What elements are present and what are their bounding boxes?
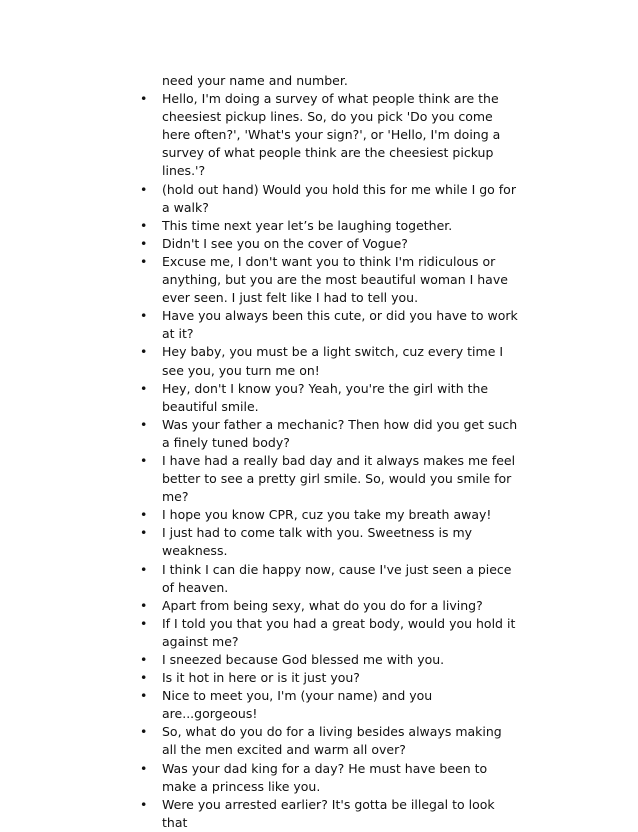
list-item bbox=[140, 561, 520, 597]
bullet-icon: • bbox=[140, 91, 148, 107]
list-item bbox=[140, 506, 520, 524]
list-item-text: I sneezed because God blessed me with you. bbox=[162, 652, 445, 667]
bullet-icon: • bbox=[140, 217, 148, 233]
list-item-text: Were you arrested earlier? It's gotta be illegal to look that bbox=[162, 796, 495, 830]
bullet-icon: • bbox=[140, 561, 148, 577]
bullet-icon: • bbox=[140, 724, 148, 740]
list-item-text: Nice to meet you, I'm (your name) and you are...gorgeous! bbox=[162, 688, 433, 722]
list-item bbox=[140, 687, 520, 723]
bullet-icon: • bbox=[140, 507, 148, 523]
list-item bbox=[140, 181, 520, 217]
bullet-icon: • bbox=[140, 416, 148, 432]
list-item-text: Hey baby, you must be a light switch, cuz every time I see you, you turn me on! bbox=[162, 344, 504, 378]
bullet-icon: • bbox=[140, 670, 148, 686]
list-item-text: Was your dad king for a day? He must have been to make a princess like you. bbox=[162, 760, 488, 794]
list-item bbox=[140, 307, 520, 343]
list-item-text: Is it hot in here or is it just you? bbox=[162, 670, 360, 686]
bullet-list bbox=[140, 90, 520, 832]
list-item bbox=[140, 90, 520, 180]
bullet-icon: • bbox=[140, 253, 148, 269]
list-item bbox=[140, 796, 520, 832]
list-item-text: I hope you know CPR, cuz you take my breath away! bbox=[162, 507, 492, 523]
list-item-text: Didn't I see you on the cover of Vogue? bbox=[162, 235, 408, 251]
bullet-icon: • bbox=[140, 652, 148, 667]
list-item bbox=[140, 253, 520, 307]
list-item bbox=[140, 217, 520, 235]
list-item bbox=[140, 760, 520, 796]
bullet-icon: • bbox=[140, 181, 148, 197]
list-item-text: Hello, I'm doing a survey of what people think are the cheesiest pickup lines. So, do you pick 'Do you come here often?', 'What's your sign?', or 'Hello, I'm doing a survey of what people think are the cheesiest pickup lines.'? bbox=[162, 91, 501, 179]
bullet-icon: • bbox=[140, 760, 148, 776]
list-item-text: Have you always been this cute, or did you have to work at it? bbox=[162, 308, 518, 342]
list-item-text: If I told you that you had a great body, would you hold it against me? bbox=[162, 615, 516, 649]
list-item-text: This time next year let’s be laughing together. bbox=[162, 217, 453, 233]
bullet-icon: • bbox=[140, 235, 148, 251]
list-item-text: Excuse me, I don't want you to think I'm ridiculous or anything, but you are the most beautiful woman I have ever seen. I just felt like I had to tell you. bbox=[162, 253, 508, 306]
list-item-text: So, what do you do for a living besides always making all the men excited and warm all over? bbox=[162, 724, 502, 758]
list-item bbox=[140, 615, 520, 651]
bullet-icon: • bbox=[140, 525, 148, 541]
list-item-text: Hey, don't I know you? Yeah, you're the girl with the beautiful smile. bbox=[162, 380, 489, 414]
bullet-icon: • bbox=[140, 796, 148, 812]
list-item bbox=[140, 524, 520, 560]
list-item-text: I just had to come talk with you. Sweetness is my weakness. bbox=[162, 525, 473, 559]
list-item bbox=[140, 452, 520, 506]
bullet-icon: • bbox=[140, 615, 148, 631]
document-body bbox=[140, 72, 520, 832]
list-item bbox=[140, 723, 520, 759]
list-item-text: Was your father a mechanic? Then how did you get such a finely tuned body? bbox=[162, 416, 518, 450]
list-item-text: Apart from being sexy, what do you do for a living? bbox=[162, 597, 483, 613]
list-item-text: I think I can die happy now, cause I've just seen a piece of heaven. bbox=[162, 561, 512, 595]
list-item bbox=[140, 380, 520, 416]
list-item-text: I have had a really bad day and it always makes me feel better to see a pretty girl smile. So, would you smile for me? bbox=[162, 452, 516, 505]
list-item bbox=[140, 651, 520, 669]
bullet-icon: • bbox=[140, 597, 148, 613]
list-item bbox=[140, 343, 520, 379]
bullet-icon: • bbox=[140, 380, 148, 396]
bullet-icon: • bbox=[140, 308, 148, 324]
list-item bbox=[140, 235, 520, 253]
bullet-icon: • bbox=[140, 344, 148, 360]
list-item bbox=[140, 597, 520, 615]
continuation-text: need your name and number. bbox=[162, 73, 348, 88]
list-item bbox=[140, 669, 520, 687]
bullet-icon: • bbox=[140, 688, 148, 704]
bullet-icon: • bbox=[140, 452, 148, 468]
list-item-text: (hold out hand) Would you hold this for me while I go for a walk? bbox=[162, 181, 516, 215]
list-item bbox=[140, 416, 520, 452]
